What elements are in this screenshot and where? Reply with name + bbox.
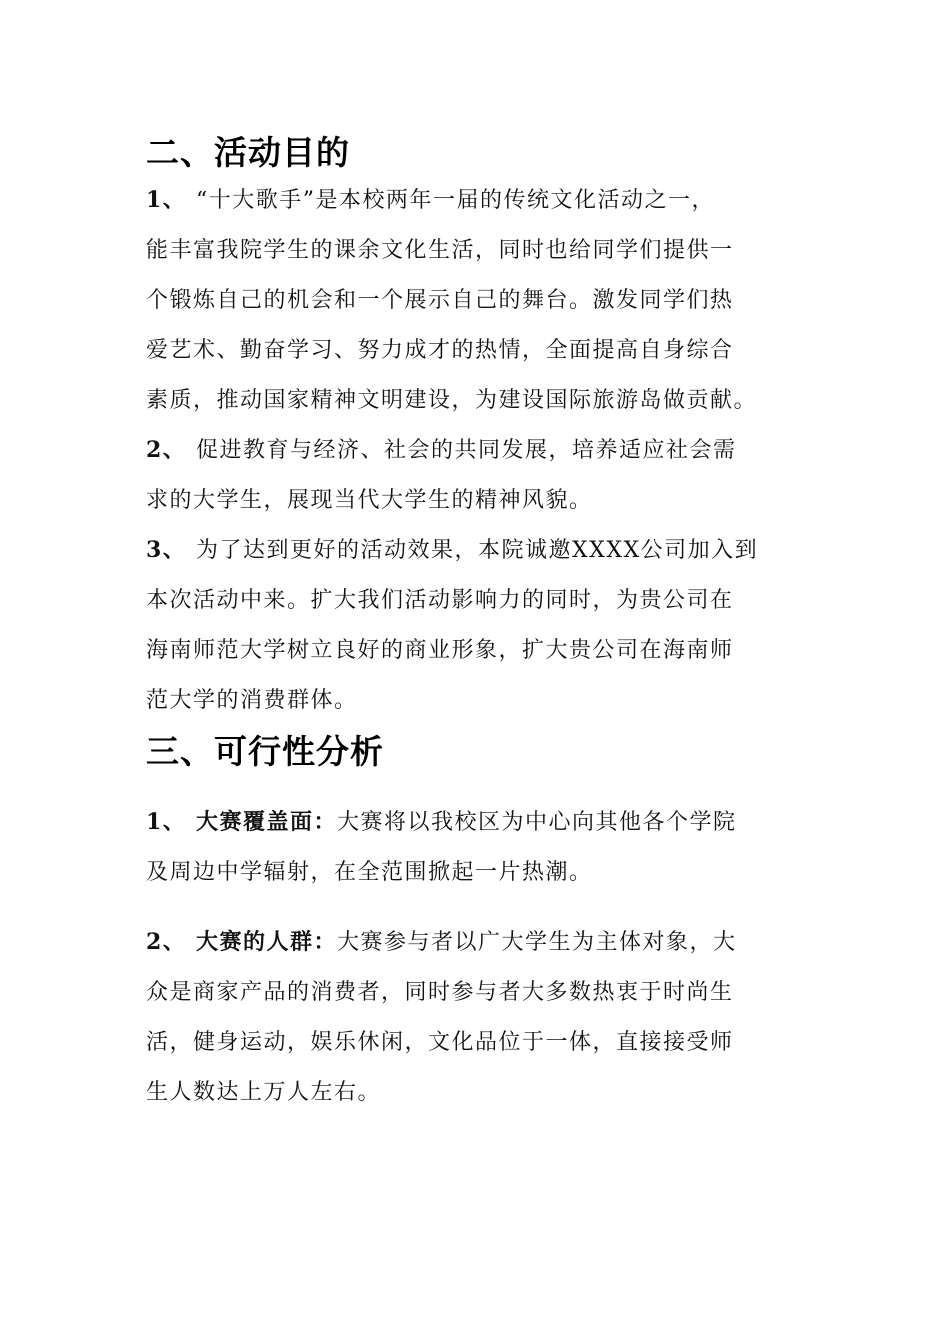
feasibility-item-1 [146, 797, 806, 898]
item-text-line: 范大学的消费群体。 [146, 688, 358, 713]
item-number: 1、 [146, 809, 187, 835]
section-heading-purpose: 二、活动目的 [146, 133, 350, 172]
item-text-line: 能丰富我院学生的课余文化生活，同时也给同学们提供一 [146, 238, 734, 263]
feasibility-item-2 [146, 917, 806, 1118]
item-text-line: 生人数达上万人左右。 [146, 1080, 382, 1105]
item-number: 3、 [146, 537, 187, 563]
purpose-item-1 [146, 175, 806, 426]
item-text-line: “十大歌手”是本校两年一届的传统文化活动之一， [196, 188, 715, 213]
item-label: 大赛覆盖面： [196, 809, 338, 835]
item-text-line: 素质，推动国家精神文明建设，为建设国际旅游岛做贡献。 [146, 388, 758, 413]
item-text-line: 大赛参与者以广大学生为主体对象，大 [337, 930, 737, 955]
item-text-line: 活，健身运动，娱乐休闲，文化品位于一体，直接接受师 [146, 1030, 734, 1055]
item-label: 大赛的人群： [196, 929, 338, 955]
item-text-line: 个锻炼自己的机会和一个展示自己的舞台。激发同学们热 [146, 288, 734, 313]
item-text-line: 爱艺术、勤奋学习、努力成才的热情，全面提高自身综合 [146, 338, 734, 363]
item-text-line: 海南师范大学树立良好的商业形象，扩大贵公司在海南师 [146, 638, 734, 663]
section-heading-feasibility: 三、可行性分析 [146, 732, 384, 771]
item-number: 2、 [146, 929, 187, 955]
item-text-line: 促进教育与经济、社会的共同发展，培养适应社会需 [196, 438, 737, 463]
item-text-line: 大赛将以我校区为中心向其他各个学院 [337, 810, 737, 835]
item-text-line: 为了达到更好的活动效果，本院诚邀XXXX公司加入到 [196, 538, 759, 563]
purpose-item-3 [146, 525, 806, 726]
item-text-line: 及周边中学辐射，在全范围掀起一片热潮。 [146, 860, 593, 885]
item-number: 1、 [146, 187, 187, 213]
item-text-line: 求的大学生，展现当代大学生的精神风貌。 [146, 488, 593, 513]
item-text-line: 本次活动中来。扩大我们活动影响力的同时，为贵公司在 [146, 588, 734, 613]
purpose-item-2 [146, 425, 806, 526]
item-number: 2、 [146, 437, 187, 463]
item-text-line: 众是商家产品的消费者，同时参与者大多数热衷于时尚生 [146, 980, 734, 1005]
